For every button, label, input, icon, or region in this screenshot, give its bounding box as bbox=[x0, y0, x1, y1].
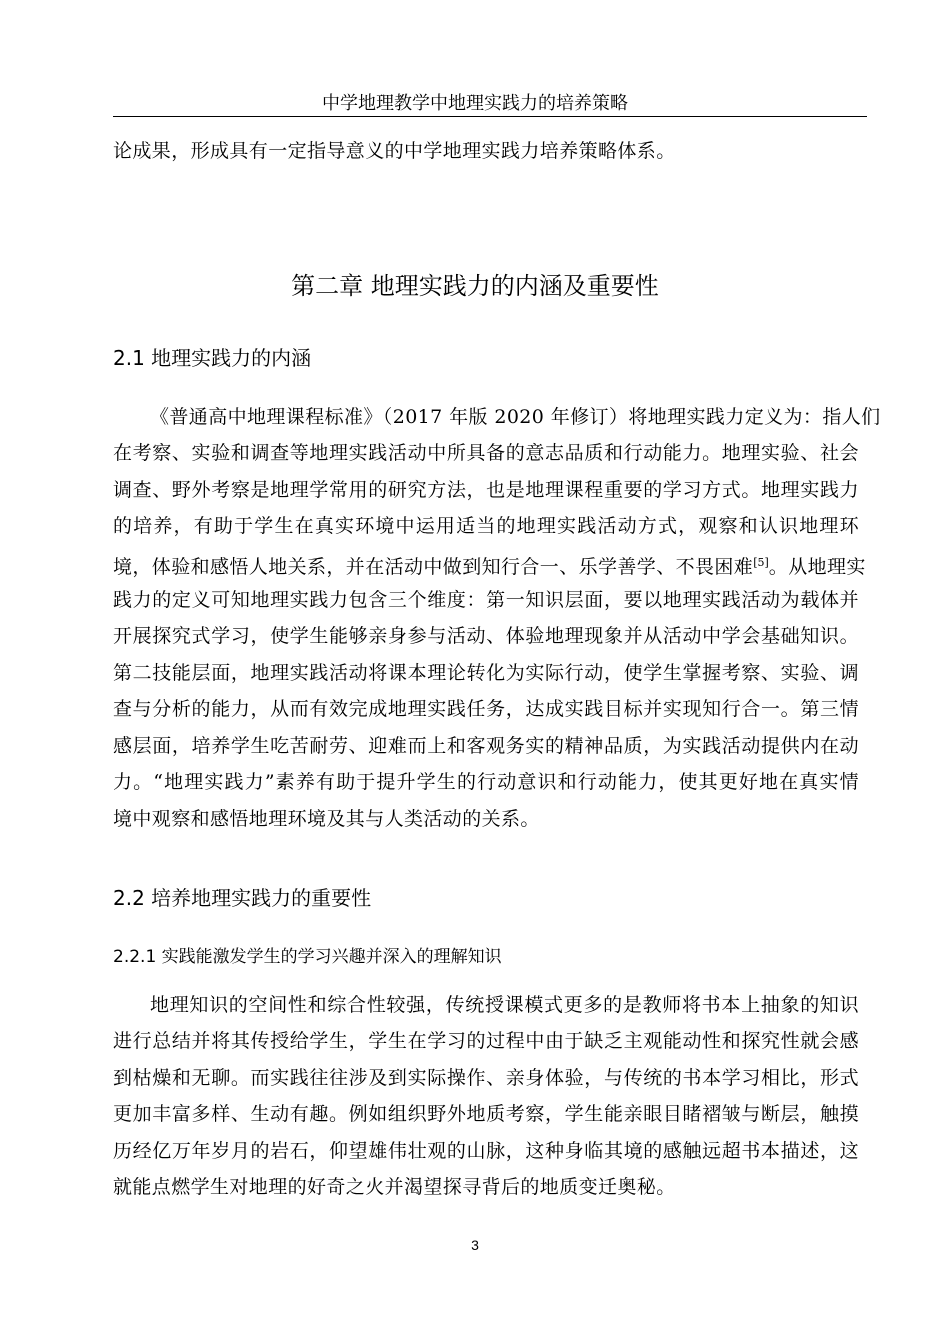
paragraph-text: 境，体验和感悟人地关系，并在活动中做到知行合一、乐学善学、不畏困难 bbox=[113, 556, 754, 578]
section-heading-2-2: 2.2 培养地理实践力的重要性 bbox=[113, 886, 372, 910]
header-rule bbox=[113, 116, 867, 117]
paragraph-line: 历经亿万年岁月的岩石，仰望雄伟壮观的山脉，这种身临其境的感触远超书本描述，这 bbox=[113, 1140, 859, 1162]
page-number: 3 bbox=[471, 1237, 479, 1253]
citation-marker: [5] bbox=[753, 556, 769, 569]
section-heading-2-1: 2.1 地理实践力的内涵 bbox=[113, 346, 312, 370]
paragraph-line: 开展探究式学习，使学生能够亲身参与活动、体验地理现象并从活动中学会基础知识。 bbox=[113, 625, 859, 647]
paragraph-line: 调查、野外考察是地理学常用的研究方法，也是地理课程重要的学习方式。地理实践力 bbox=[113, 479, 859, 501]
paragraph-line: 更加丰富多样、生动有趣。例如组织野外地质考察，学生能亲眼目睹褶皱与断层，触摸 bbox=[113, 1103, 859, 1125]
chapter-title: 第二章 地理实践力的内涵及重要性 bbox=[291, 272, 659, 300]
paragraph-line: 就能点燃学生对地理的好奇之火并渴望探寻背后的地质变迁奥秘。 bbox=[113, 1176, 676, 1198]
paragraph-line: 的培养，有助于学生在真实环境中运用适当的地理实践活动方式，观察和认识地理环 bbox=[113, 515, 859, 537]
intro-line: 论成果，形成具有一定指导意义的中学地理实践力培养策略体系。 bbox=[113, 140, 676, 162]
paragraph-line: 地理知识的空间性和综合性较强，传统授课模式更多的是教师将书本上抽象的知识 bbox=[150, 994, 859, 1016]
paragraph-line: 进行总结并将其传授给学生，学生在学习的过程中由于缺乏主观能动性和探究性就会感 bbox=[113, 1030, 859, 1052]
paragraph-line: 《普通高中地理课程标准》（2017 年版 2020 年修订）将地理实践力定义为：指人们 bbox=[150, 406, 881, 428]
paragraph-line: 感层面，培养学生吃苦耐劳、迎难而上和客观务实的精神品质，为实践活动提供内在动 bbox=[113, 735, 859, 757]
paragraph-line: 到枯燥和无聊。而实践往往涉及到实际操作、亲身体验，与传统的书本学习相比，形式 bbox=[113, 1067, 859, 1089]
paragraph-line: 力。“地理实践力”素养有助于提升学生的行动意识和行动能力，使其更好地在真实情 bbox=[113, 771, 859, 793]
paragraph-line-with-citation bbox=[113, 551, 866, 579]
subsection-heading-2-2-1: 2.2.1 实践能激发学生的学习兴趣并深入的理解知识 bbox=[113, 947, 502, 967]
paragraph-line: 第二技能层面，地理实践活动将课本理论转化为实际行动，使学生掌握考察、实验、调 bbox=[113, 662, 859, 684]
paragraph-text: 。从地理实 bbox=[768, 556, 866, 578]
paragraph-line: 践力的定义可知地理实践力包含三个维度：第一知识层面，要以地理实践活动为载体并 bbox=[113, 589, 859, 611]
running-header: 中学地理教学中地理实践力的培养策略 bbox=[322, 93, 628, 114]
paragraph-line: 查与分析的能力，从而有效完成地理实践任务，达成实践目标并实现知行合一。第三情 bbox=[113, 698, 859, 720]
paragraph-line: 在考察、实验和调查等地理实践活动中所具备的意志品质和行动能力。地理实验、社会 bbox=[113, 442, 859, 464]
paragraph-line: 境中观察和感悟地理环境及其与人类活动的关系。 bbox=[113, 808, 540, 830]
